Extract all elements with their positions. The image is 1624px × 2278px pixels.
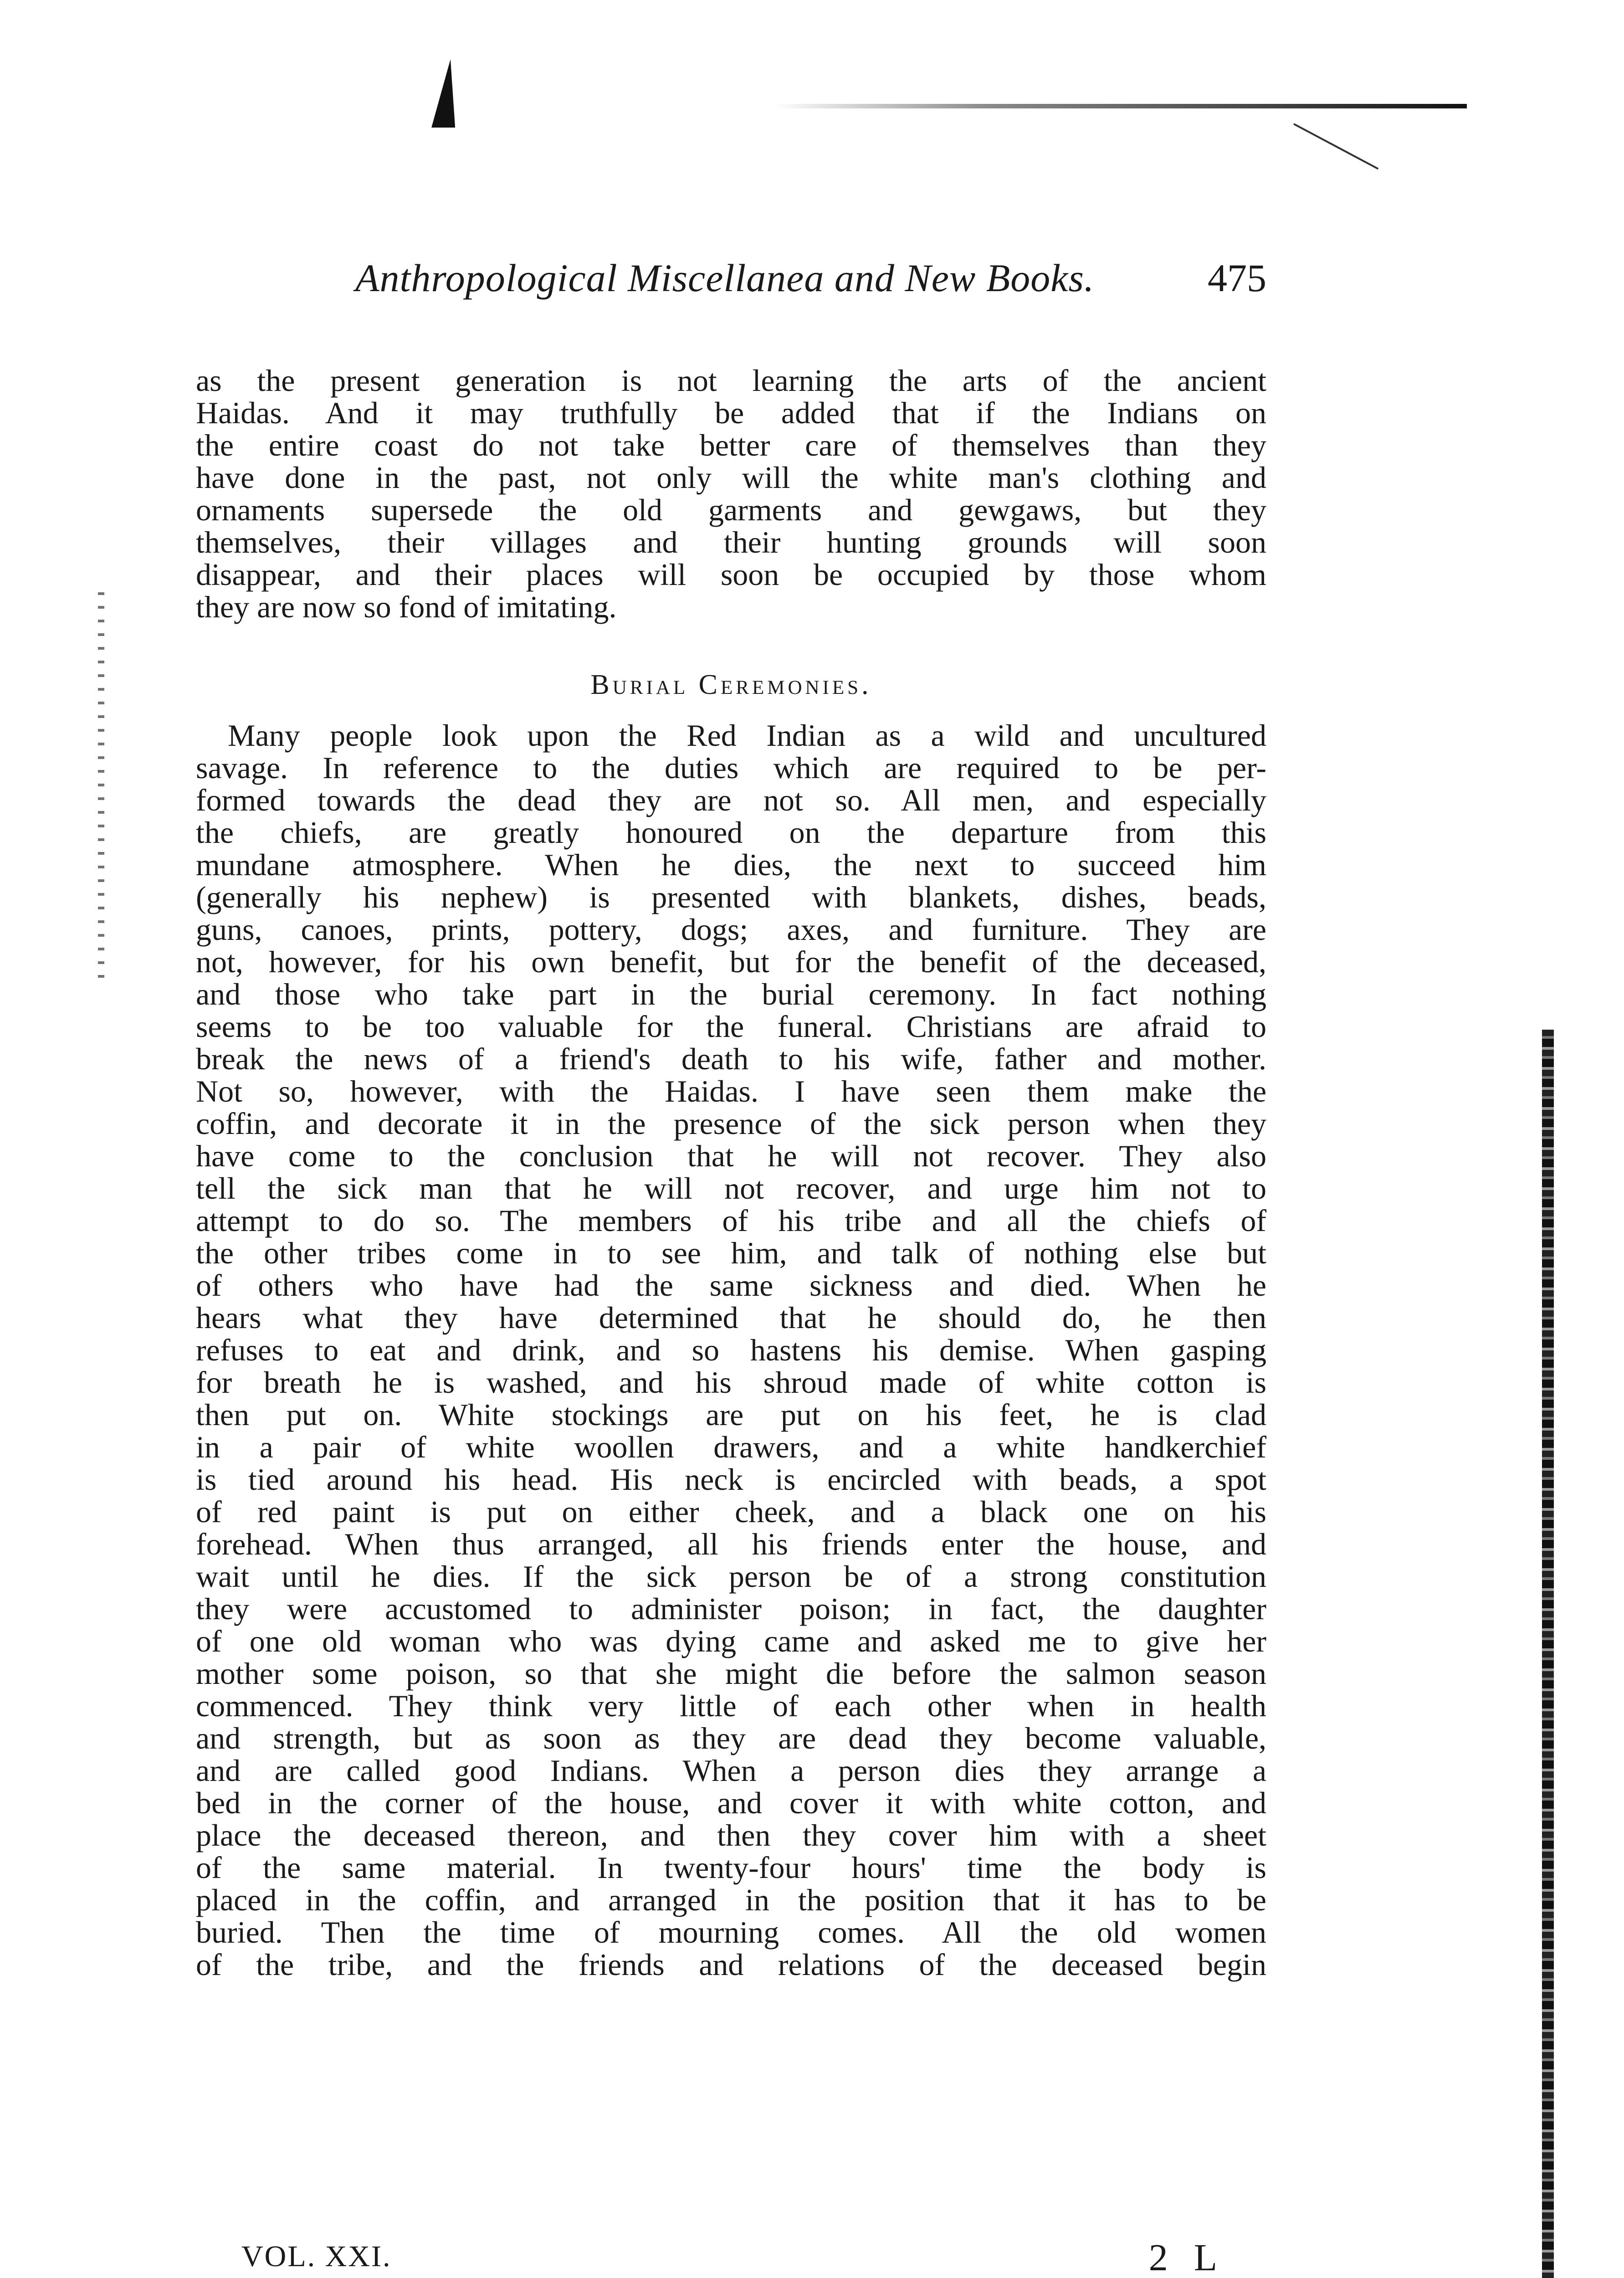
text-line: commenced. They think very little of each other when in health [196, 1688, 1266, 1723]
text-line: for breath he is washed, and his shroud made of white cotton is [196, 1365, 1266, 1400]
text-line: wait until he dies. If the sick person be of a strong constitution [196, 1559, 1266, 1594]
text-line: of others who have had the same sickness and died. When he [196, 1268, 1266, 1303]
text-line: mundane atmosphere. When he dies, the next to succeed him [196, 847, 1266, 882]
scan-corner-stroke [1293, 123, 1378, 169]
text-line: as the present generation is not learning the arts of the ancient [196, 363, 1266, 398]
text-line: forehead. When thus arranged, all his friends enter the house, and [196, 1527, 1266, 1561]
text-line: of red paint is put on either cheek, and a black one on his [196, 1494, 1266, 1529]
text-line: the other tribes come in to see him, and talk of nothing else but [196, 1236, 1266, 1270]
text-line: of the tribe, and the friends and relations of the deceased begin [196, 1947, 1266, 1982]
text-line: then put on. White stockings are put on his feet, he is clad [196, 1397, 1266, 1432]
text-line: in a pair of white woollen drawers, and a white handkerchief [196, 1430, 1266, 1464]
text-line: guns, canoes, prints, pottery, dogs; axes, and furniture. They are [196, 912, 1266, 947]
paragraph [196, 364, 1266, 623]
text-line: Haidas. And it may truthfully be added that if the Indians on [196, 395, 1266, 430]
text-line: and strength, but as soon as they are dead they become valuable, [196, 1721, 1266, 1755]
text-line: buried. Then the time of mourning comes. All the old women [196, 1915, 1266, 1950]
text-line: have come to the conclusion that he will not recover. They also [196, 1139, 1266, 1173]
text-line: themselves, their villages and their hunting grounds will soon [196, 525, 1266, 559]
text-line: they are now so fond of imitating. [196, 590, 617, 624]
page-number: 475 [1208, 256, 1266, 300]
text-line: of one old woman who was dying came and asked me to give her [196, 1624, 1266, 1658]
text-line: the chiefs, are greatly honoured on the departure from this [196, 815, 1266, 850]
volume-label: VOL. XXI. [241, 2240, 392, 2273]
text-line: and those who take part in the burial ceremony. In fact nothing [196, 977, 1266, 1011]
text-line: disappear, and their places will soon be occupied by those whom [196, 557, 1266, 592]
page-header [355, 255, 1266, 314]
text-line: savage. In reference to the duties which are required to be per- [196, 750, 1266, 785]
text-line: place the deceased thereon, and then they cover him with a sheet [196, 1818, 1266, 1852]
running-title: Anthropological Miscellanea and New Books. [355, 256, 1095, 300]
text-line: coffin, and decorate it in the presence of the sick person when they [196, 1106, 1266, 1141]
text-line: hears what they have determined that he should do, he then [196, 1300, 1266, 1335]
text-line: placed in the coffin, and arranged in the position that it has to be [196, 1883, 1266, 1917]
text-line: Not so, however, with the Haidas. I have seen them make the [196, 1074, 1266, 1108]
text-line: break the news of a friend's death to his wife, father and mother. [196, 1042, 1266, 1076]
scan-ink-mark [431, 59, 462, 128]
scan-edge-rule [774, 104, 1467, 108]
text-line: ornaments supersede the old garments and gewgaws, but they [196, 493, 1266, 527]
text-line: not, however, for his own benefit, but for the benefit of the deceased, [196, 944, 1266, 979]
text-line: and are called good Indians. When a person dies they arrange a [196, 1753, 1266, 1788]
text-line: seems to be too valuable for the funeral. Christians are afraid to [196, 1009, 1266, 1044]
text-line: (generally his nephew) is presented with blankets, dishes, beads, [196, 880, 1266, 914]
text-line: attempt to do so. The members of his tribe and all the chiefs of [196, 1203, 1266, 1238]
printer-signature-mark: 2 L [1148, 2237, 1225, 2278]
text-line: tell the sick man that he will not recover, and urge him not to [196, 1171, 1266, 1206]
text-line: is tied around his head. His neck is encircled with beads, a spot [196, 1462, 1266, 1497]
section-heading: Burial Ceremonies. [590, 669, 872, 700]
text-line: formed towards the dead they are not so. All men, and especially [196, 783, 1266, 817]
paragraph [196, 719, 1266, 1981]
scan-margin-speckle [98, 592, 104, 980]
text-line: have done in the past, not only will the white man's clothing and [196, 460, 1266, 495]
text-line: of the same material. In twenty-four hours' time the body is [196, 1850, 1266, 1885]
text-line: Many people look upon the Red Indian as a wild and uncultured [228, 718, 1266, 753]
text-line: refuses to eat and drink, and so hastens his demise. When gasping [196, 1333, 1266, 1367]
article-body [196, 364, 1266, 1981]
text-line: mother some poison, so that she might die before the salmon season [196, 1656, 1266, 1691]
scan-binding-edge [1542, 1030, 1554, 2278]
text-line: they were accustomed to administer poison; in fact, the daughter [196, 1591, 1266, 1626]
text-line: the entire coast do not take better care of themselves than they [196, 428, 1266, 462]
page-footer [241, 2239, 1225, 2278]
text-line: bed in the corner of the house, and cover it with white cotton, and [196, 1785, 1266, 1820]
